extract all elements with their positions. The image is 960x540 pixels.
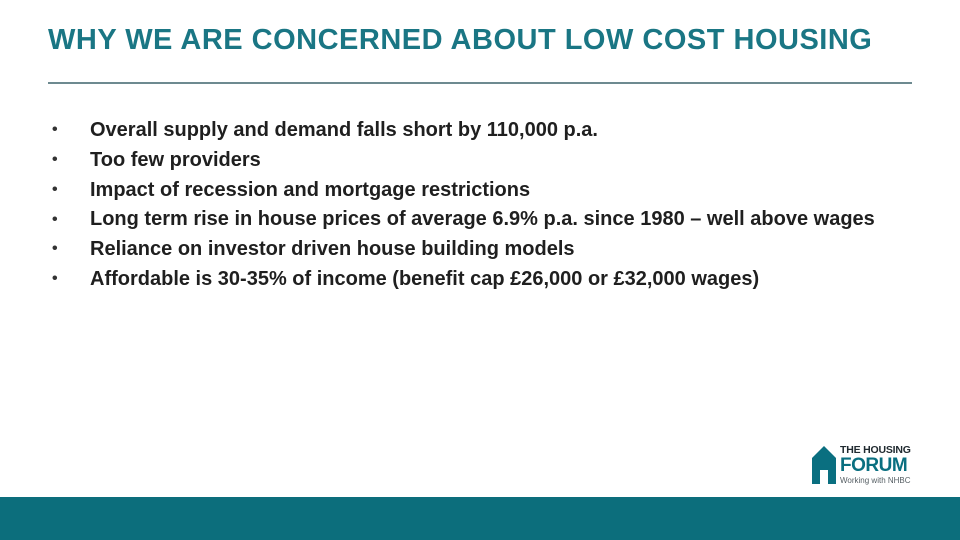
- title-divider: [48, 82, 912, 84]
- logo-line-2: FORUM: [840, 455, 908, 476]
- bullet-icon: •: [52, 240, 58, 257]
- housing-forum-logo: [811, 444, 915, 488]
- bullet-text: Too few providers: [90, 149, 261, 171]
- slide-title: WHY WE ARE CONCERNED ABOUT LOW COST HOUSING: [48, 24, 873, 56]
- bullet-text: Impact of recession and mortgage restrictions: [90, 179, 531, 201]
- logo-line-1: THE HOUSING: [840, 444, 911, 456]
- bullet-text: Long term rise in house prices of average 6.9% p.a. since 1980 – well above wages: [90, 208, 875, 230]
- bullet-item: [50, 175, 910, 205]
- bullet-item: [50, 145, 910, 175]
- bullet-icon: •: [52, 211, 58, 228]
- bullet-item: [50, 205, 910, 234]
- bullet-item: [50, 264, 910, 294]
- bullet-icon: •: [52, 270, 58, 287]
- logo-line-3: Working with NHBC: [840, 476, 911, 485]
- bullet-list: [50, 115, 910, 294]
- bullet-text: Overall supply and demand falls short by 110,000 p.a.: [90, 119, 598, 141]
- bullet-item: [50, 115, 910, 145]
- bullet-text: Affordable is 30-35% of income (benefit cap £26,000 or £32,000 wages): [90, 268, 760, 290]
- footer-band: [0, 497, 960, 540]
- house-icon: [811, 445, 837, 485]
- bullet-icon: •: [52, 181, 58, 198]
- bullet-item: [50, 234, 910, 264]
- bullet-icon: •: [52, 151, 58, 168]
- bullet-text: Reliance on investor driven house building models: [90, 238, 575, 260]
- bullet-icon: •: [52, 121, 58, 138]
- house-shape: [812, 446, 836, 484]
